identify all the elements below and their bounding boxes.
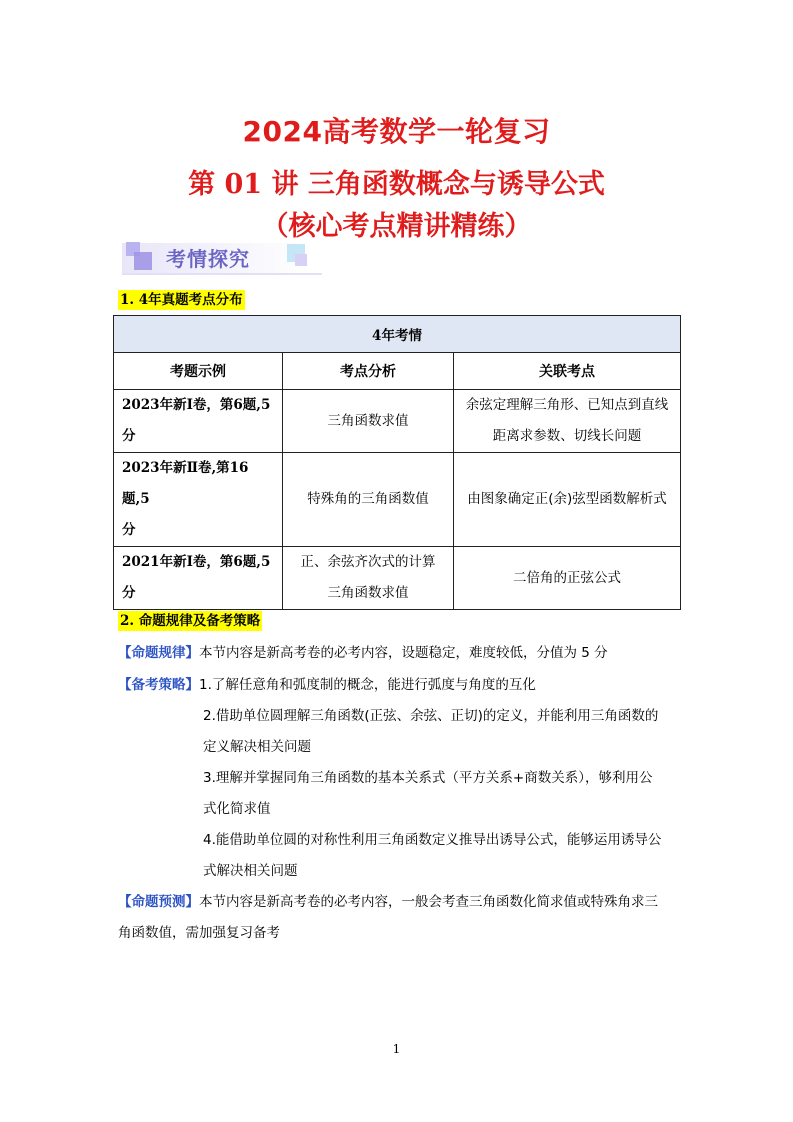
cell-line: 由图象确定正(余)弦型函数解析式 — [467, 491, 667, 507]
table-caption: 4年考情 — [114, 316, 681, 353]
strategy-item: 式解决相关问题 — [203, 863, 298, 879]
cell-line: 2023年新I卷，第6题,5 — [122, 397, 271, 413]
forecast-paragraph — [118, 892, 658, 912]
cell-line: 特殊角的三角函数值 — [307, 491, 429, 507]
rule-text: 本节内容是新高考卷的必考内容，设题稳定，难度较低，分值为 5 分 — [199, 645, 608, 661]
lecture-subtitle: （核心考点精讲精练） — [261, 211, 532, 242]
cell-line: 三角函数求值 — [327, 412, 409, 429]
banner-label: 考情探究 — [166, 247, 250, 271]
strategy-item: 4.能借助单位圆的对称性利用三角函数定义推导出诱导公式，能够运用诱导公 — [203, 832, 662, 848]
cell-line: 余弦定理解三角形、已知点到直线 — [465, 397, 669, 413]
table-row — [114, 547, 681, 610]
section2-heading: 2. 命题规律及备考策略 — [120, 613, 261, 629]
cell-analysis — [283, 547, 454, 610]
strategy-item: 3.理解并掌握同角三角函数的基本关系式（平方关系+商数关系），够利用公 — [203, 770, 653, 786]
strategy-tag: 【备考策略】 — [118, 677, 199, 693]
rule-tag: 【命题规律】 — [118, 645, 199, 661]
cell-related — [454, 547, 681, 610]
forecast-text: 本节内容是新高考卷的必考内容，一般会考查三角函数化简求值或特殊角求三 — [199, 894, 658, 910]
cell-analysis — [283, 390, 454, 453]
section-banner — [122, 240, 308, 276]
cell-line: 分 — [122, 428, 136, 444]
page-number: 1 — [392, 1042, 401, 1056]
forecast-tag: 【命题预测】 — [118, 894, 199, 910]
exam-table — [113, 315, 681, 610]
cell-exam-example — [114, 547, 283, 610]
table-row — [114, 453, 681, 547]
cell-line: 正、余弦齐次式的计算 — [300, 554, 436, 570]
cell-line: 三角函数求值 — [327, 585, 409, 601]
cell-line: 分 — [122, 522, 136, 538]
banner-decor-square — [134, 252, 152, 270]
cell-line: 2021年新I卷，第6题,5 — [122, 554, 271, 570]
cell-line: 二倍角的正弦公式 — [513, 569, 621, 586]
strategy-item: 定义解决相关问题 — [203, 739, 311, 755]
strategy-item: 式化简求值 — [203, 801, 271, 817]
column-header: 关联考点 — [454, 353, 681, 390]
table-header-row — [114, 353, 681, 390]
cell-exam-example — [114, 390, 283, 453]
cell-related — [454, 453, 681, 547]
banner-underline — [122, 273, 322, 275]
section1-heading: 1. 4年真题考点分布 — [120, 292, 243, 308]
rule-paragraph — [118, 643, 608, 663]
cell-line: 距离求参数、切线长问题 — [492, 428, 642, 444]
strategy-paragraph — [118, 675, 536, 695]
document-title: 2024高考数学一轮复习 — [242, 115, 551, 148]
column-header: 考点分析 — [283, 353, 454, 390]
cell-line: 2023年新Ⅱ卷,第16题,5 — [122, 460, 249, 507]
strategy-item: 2.借助单位圆理解三角函数(正弦、余弦、正切)的定义，并能利用三角函数的 — [203, 708, 659, 724]
cell-related — [454, 390, 681, 453]
lecture-title: 第 01 讲 三角函数概念与诱导公式 — [188, 169, 605, 200]
cell-analysis — [283, 453, 454, 547]
table-row — [114, 390, 681, 453]
cell-exam-example — [114, 453, 283, 547]
column-header: 考题示例 — [114, 353, 283, 390]
cell-line: 分 — [122, 585, 136, 601]
banner-decor-square — [295, 254, 307, 266]
strategy-item: 1.了解任意角和弧度制的概念，能进行弧度与角度的互化 — [199, 677, 536, 693]
table-caption-row — [114, 316, 681, 353]
forecast-text-continued: 角函数值，需加强复习备考 — [118, 925, 280, 941]
